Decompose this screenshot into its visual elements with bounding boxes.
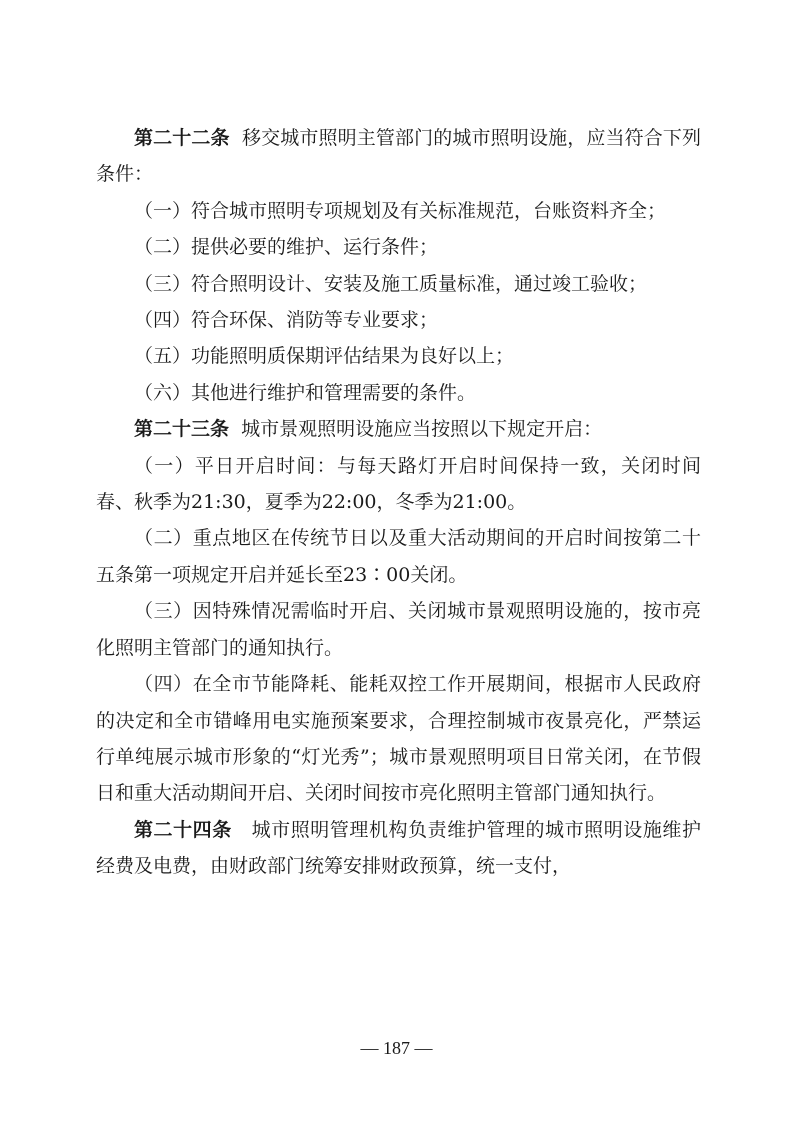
article-23-item-1: （一）平日开启时间：与每天路灯开启时间保持一致，关闭时间春、秋季为21:30，夏季为22:00，冬季为21:00。 [96, 454, 701, 514]
article-23-intro: 城市景观照明设施应当按照以下规定开启： [241, 418, 603, 441]
article-22-heading: 第二十二条 [134, 127, 230, 149]
body-text [96, 120, 701, 885]
article-22-paragraph [96, 120, 701, 193]
article-24-paragraph [96, 812, 701, 885]
article-23-paragraph [96, 411, 701, 447]
article-23-item-2: （二）重点地区在传统节日以及重大活动期间的开启时间按第二十五条第一项规定开启并延长至23∶00关闭。 [96, 527, 701, 586]
article-23-item-3: （三）因特殊情况需临时开启、关闭城市景观照明设施的，按市亮化照明主管部门的通知执行。 [96, 600, 701, 659]
article-23-item-4: （四）在全市节能降耗、能耗双控工作开展期间，根据市人民政府的决定和全市错峰用电实施预案要求，合理控制城市夜景亮化，严禁运行单纯展示城市形象的“灯光秀”；城市景观照明项目日常关闭，在节假日和重大活动期间开启、关闭时间按市亮化照明主管部门通知执行。 [96, 673, 701, 805]
article-22-item-4: （四）符合环保、消防等专业要求； [134, 309, 439, 332]
article-22-item-3: （三）符合照明设计、安装及施工质量标准，通过竣工验收； [134, 272, 648, 295]
article-24-heading: 第二十四条 [134, 818, 232, 841]
page-number: — 187 — [360, 1038, 433, 1058]
article-22-item-5: （五）功能照明质保期评估结果为良好以上； [134, 345, 515, 368]
article-22-item-1: （一）符合城市照明专项规划及有关标准规范，台账资料齐全； [134, 199, 667, 222]
article-22-intro: 移交城市照明主管部门的城市照明设施，应当符合下列条件： [96, 127, 701, 186]
article-23-heading: 第二十三条 [134, 418, 230, 441]
article-22-item-2: （二）提供必要的维护、运行条件； [134, 236, 439, 259]
article-24-intro: 城市照明管理机构负责维护管理的城市照明设施维护经费及电费，由财政部门统筹安排财政预算，统一支付， [96, 818, 701, 878]
article-22-item-6: （六）其他进行维护和管理需要的条件。 [134, 381, 477, 404]
